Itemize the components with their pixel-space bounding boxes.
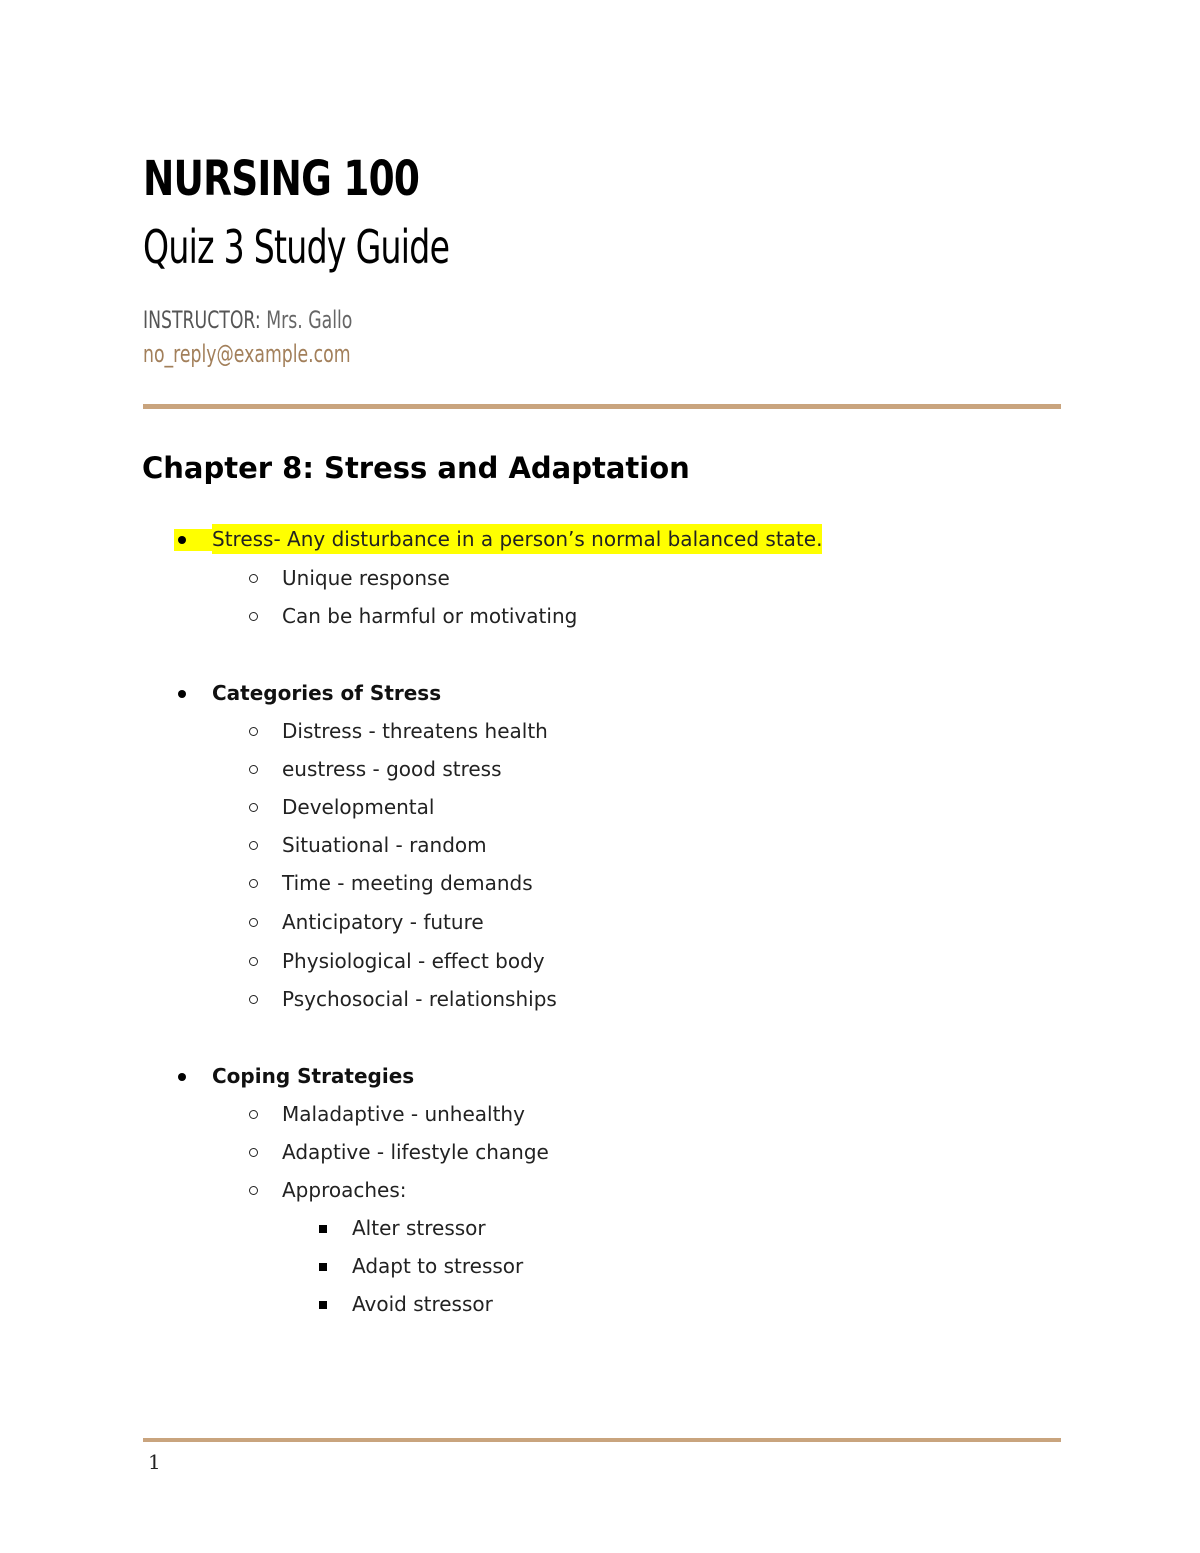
list-item: Adapt to stressor xyxy=(352,1254,524,1278)
circle-bullet-icon xyxy=(249,765,258,774)
page-number: 1 xyxy=(148,1450,161,1474)
circle-bullet-icon xyxy=(249,727,258,736)
instructor-label: INSTRUCTOR: xyxy=(143,306,261,334)
circle-bullet-icon xyxy=(249,612,258,621)
circle-bullet-icon xyxy=(249,918,258,927)
list-item: Approaches: xyxy=(282,1178,407,1202)
list-item: Developmental xyxy=(282,795,435,819)
circle-bullet-icon xyxy=(249,957,258,966)
circle-bullet-icon xyxy=(249,1148,258,1157)
instructor-name: Mrs. Gallo xyxy=(266,306,353,334)
circle-bullet-icon xyxy=(249,803,258,812)
circle-bullet-icon xyxy=(249,574,258,583)
list-item: Can be harmful or motivating xyxy=(282,604,578,628)
disc-bullet-icon xyxy=(178,1073,186,1081)
document-header xyxy=(143,148,568,278)
footer-divider xyxy=(143,1438,1061,1442)
disc-bullet-icon xyxy=(178,690,186,698)
circle-bullet-icon xyxy=(249,841,258,850)
instructor-line xyxy=(143,306,352,334)
list-item: Psychosocial - relationships xyxy=(282,987,557,1011)
square-bullet-icon xyxy=(319,1301,327,1309)
list-item: Physiological - effect body xyxy=(282,949,545,973)
list-item: Adaptive - lifestyle change xyxy=(282,1140,549,1164)
list-item: Avoid stressor xyxy=(352,1292,493,1316)
circle-bullet-icon xyxy=(249,995,258,1004)
list-item: Distress - threatens health xyxy=(282,719,548,743)
header-divider xyxy=(143,404,1061,409)
list-item: Unique response xyxy=(282,566,450,590)
square-bullet-icon xyxy=(319,1263,327,1271)
chapter-heading: Chapter 8: Stress and Adaptation xyxy=(142,451,690,485)
list-item-stress: Stress- Any disturbance in a person’s normal balanced state. xyxy=(212,524,822,554)
circle-bullet-icon xyxy=(249,1186,258,1195)
disc-bullet-icon xyxy=(178,536,186,544)
list-item: Alter stressor xyxy=(352,1216,486,1240)
document-title: NURSING 100 xyxy=(143,151,420,207)
list-item: Maladaptive - unhealthy xyxy=(282,1102,525,1126)
list-item: Time - meeting demands xyxy=(282,871,533,895)
list-item: Situational - random xyxy=(282,833,487,857)
document-subtitle: Quiz 3 Study Guide xyxy=(143,220,450,274)
square-bullet-icon xyxy=(319,1225,327,1233)
instructor-email[interactable]: no_reply@example.com xyxy=(143,340,351,368)
circle-bullet-icon xyxy=(249,879,258,888)
list-item: Anticipatory - future xyxy=(282,910,484,934)
circle-bullet-icon xyxy=(249,1110,258,1119)
list-item-categories: Categories of Stress xyxy=(212,681,442,705)
list-item-coping: Coping Strategies xyxy=(212,1064,415,1088)
list-item: eustress - good stress xyxy=(282,757,502,781)
